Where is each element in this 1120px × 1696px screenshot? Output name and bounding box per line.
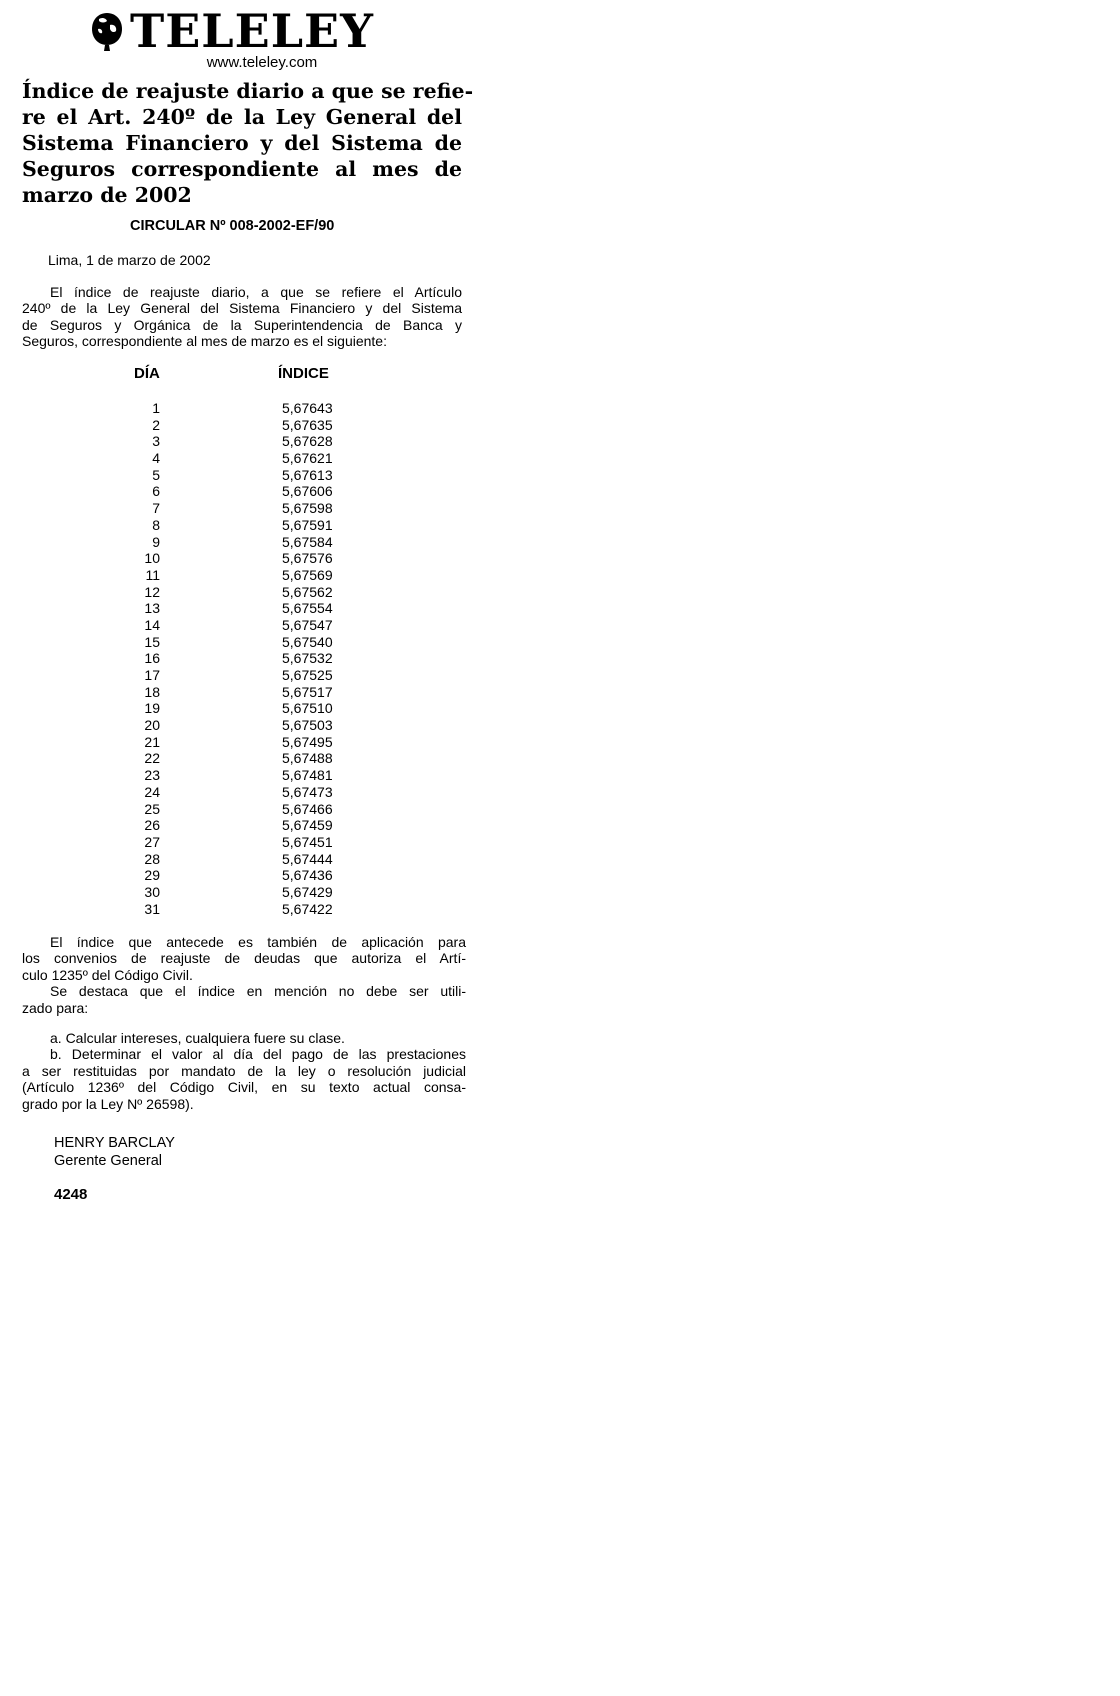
day-cell: 18	[144, 683, 160, 700]
day-cell: 17	[144, 667, 160, 683]
index-cell: 5,67562	[282, 583, 333, 600]
intro-paragraph	[22, 284, 462, 350]
table-row	[120, 450, 402, 467]
day-cell: 13	[144, 600, 160, 617]
day-cell: 10	[144, 550, 160, 567]
table-row	[120, 517, 402, 534]
globe-icon	[90, 11, 124, 51]
index-cell: 5,67635	[282, 416, 333, 433]
table-row	[120, 700, 402, 717]
notes-section	[22, 934, 466, 1112]
index-cell: 5,67532	[282, 650, 333, 667]
day-cell: 2	[152, 416, 160, 433]
index-cell: 5,67576	[282, 550, 333, 567]
table-row	[120, 750, 402, 767]
table-row	[120, 550, 402, 567]
intro-line: de Seguros y Orgánica de la Superintendencia de Banca y	[22, 316, 462, 333]
index-cell: 5,67554	[282, 600, 333, 617]
day-cell: 11	[145, 566, 160, 583]
index-cell: 5,67621	[282, 450, 333, 467]
day-cell: 20	[144, 717, 160, 734]
table-row	[120, 801, 402, 818]
list-item-b-line: grado por la Ley Nº 26598).	[22, 1095, 194, 1112]
index-cell: 5,67429	[282, 883, 333, 900]
table-row	[120, 467, 402, 484]
index-cell: 5,67540	[282, 633, 333, 650]
day-cell: 22	[144, 750, 160, 767]
day-cell: 23	[144, 767, 160, 784]
column-header-index: ÍNDICE	[278, 365, 329, 382]
index-cell: 5,67473	[282, 783, 333, 800]
table-row	[120, 400, 402, 417]
title-line: Sistema Financiero y del Sistema de	[22, 131, 462, 155]
index-cell: 5,67598	[282, 500, 333, 517]
index-cell: 5,67466	[282, 800, 333, 817]
day-cell: 6	[152, 483, 160, 500]
table-row	[120, 650, 402, 667]
index-cell: 5,67517	[282, 683, 333, 700]
list-item-b-line: a ser restituidas por mandato de la ley o resolución judicial	[22, 1062, 466, 1079]
table-row	[120, 767, 402, 784]
day-cell: 26	[144, 817, 160, 834]
list-item-b-line: (Artículo 1236º del Código Civil, en su texto actual consa-	[22, 1079, 466, 1096]
day-cell: 9	[152, 533, 160, 550]
index-cell: 5,67643	[282, 400, 333, 416]
day-cell: 16	[144, 650, 160, 667]
teleley-logo	[62, 6, 402, 71]
day-cell: 29	[144, 867, 160, 884]
day-cell: 1	[152, 400, 160, 416]
note-line: El índice que antecede es también de aplicación para	[50, 934, 466, 950]
signer-role: Gerente General	[54, 1153, 163, 1169]
intro-line: El índice de reajuste diario, a que se refiere el Artículo	[50, 284, 462, 300]
table-row	[120, 433, 402, 450]
day-cell: 31	[144, 900, 160, 917]
day-cell: 30	[144, 883, 160, 900]
day-cell: 3	[152, 433, 160, 450]
table-row	[120, 500, 402, 517]
page-number: 4248	[54, 1186, 88, 1203]
circular-number: CIRCULAR Nº 008-2002-EF/90	[130, 218, 335, 234]
index-cell: 5,67606	[282, 483, 333, 500]
logo-url: www.teleley.com	[206, 54, 318, 71]
list-item-a: a. Calcular intereses, cualquiera fuere su clase.	[50, 1030, 345, 1047]
table-row	[120, 667, 402, 684]
day-cell: 7	[152, 500, 160, 517]
column-header-day: DÍA	[134, 365, 160, 382]
index-cell: 5,67503	[282, 717, 333, 734]
index-cell: 5,67584	[282, 533, 333, 550]
index-cell: 5,67459	[282, 817, 333, 834]
day-cell: 21	[144, 733, 160, 750]
day-cell: 14	[144, 616, 160, 633]
table-row	[120, 851, 402, 868]
table-row	[120, 834, 402, 851]
index-cell: 5,67481	[282, 767, 333, 784]
index-cell: 5,67569	[282, 566, 333, 583]
index-cell: 5,67628	[282, 433, 333, 450]
index-cell: 5,67547	[282, 616, 333, 633]
note-line: zado para:	[22, 999, 89, 1016]
table-row	[120, 567, 402, 584]
signature-block	[54, 1134, 175, 1170]
table-row	[120, 901, 402, 918]
intro-line: Seguros, correspondiente al mes de marzo es el siguiente:	[22, 333, 387, 350]
table-row	[120, 634, 402, 651]
title-line: re el Art. 240º de la Ley General del	[22, 105, 462, 129]
index-cell: 5,67591	[282, 516, 333, 533]
table-row	[120, 684, 402, 701]
title-line: Índice de reajuste diario a que se refie-	[22, 79, 474, 103]
title-line: Seguros correspondiente al mes de	[22, 157, 462, 181]
index-cell: 5,67451	[282, 833, 333, 850]
table-row	[120, 534, 402, 551]
table-row	[120, 867, 402, 884]
day-cell: 27	[144, 833, 160, 850]
table-row	[120, 734, 402, 751]
index-cell: 5,67495	[282, 733, 333, 750]
table-row	[120, 483, 402, 500]
signer-name: HENRY BARCLAY	[54, 1135, 175, 1151]
index-cell: 5,67444	[282, 850, 333, 867]
note-line: Se destaca que el índice en mención no debe ser utili-	[50, 983, 466, 1000]
note-line: los convenios de reajuste de deudas que autoriza el Artí-	[22, 950, 466, 967]
table-row	[120, 584, 402, 601]
index-cell: 5,67422	[282, 900, 333, 917]
table-row	[120, 600, 402, 617]
table-row	[120, 417, 402, 434]
note-line: culo 1235º del Código Civil.	[22, 966, 193, 983]
day-cell: 28	[144, 850, 160, 867]
table-row	[120, 817, 402, 834]
table-row	[120, 717, 402, 734]
day-cell: 25	[144, 800, 160, 817]
intro-line: 240º de la Ley General del Sistema Financiero y del Sistema	[22, 300, 462, 317]
day-cell: 15	[144, 633, 160, 650]
index-cell: 5,67510	[282, 700, 333, 717]
title-line: marzo de 2002	[22, 183, 192, 207]
index-table	[120, 400, 402, 917]
date-line: Lima, 1 de marzo de 2002	[48, 252, 211, 268]
day-cell: 8	[152, 516, 160, 533]
index-cell: 5,67613	[282, 466, 333, 483]
day-cell: 24	[144, 783, 160, 800]
table-row	[120, 884, 402, 901]
index-cell: 5,67525	[282, 667, 333, 683]
day-cell: 12	[144, 583, 160, 600]
day-cell: 4	[152, 450, 160, 467]
table-row	[120, 784, 402, 801]
index-cell: 5,67488	[282, 750, 333, 767]
table-row	[120, 617, 402, 634]
document-title	[22, 78, 474, 208]
day-cell: 19	[144, 700, 160, 717]
list-item-b: b. Determinar el valor al día del pago de las prestaciones	[50, 1046, 466, 1063]
day-cell: 5	[152, 466, 160, 483]
index-cell: 5,67436	[282, 867, 333, 884]
logo-wordmark: TELELEY	[130, 4, 374, 58]
